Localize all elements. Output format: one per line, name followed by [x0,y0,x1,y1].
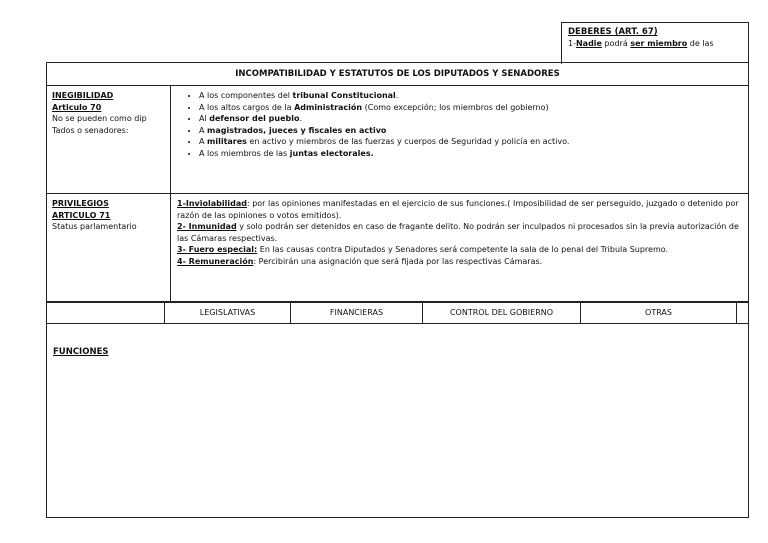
item-text: A los altos cargos de la [199,102,295,112]
item-text: . [395,91,399,100]
deberes-bold-2: ser miembro [630,39,688,48]
privilegio-item [177,244,742,256]
header-cell-legislativas: LEGISLATIVAS [165,303,291,323]
privilegio-title: 4- Remuneración [177,256,254,266]
item-bold: Administración [294,102,363,112]
privilegios-heading: PRIVILEGIOS [52,199,109,208]
inegibilidad-label-cell [47,85,171,193]
inegibilidad-content-cell [171,85,748,193]
inegibilidad-item [199,136,742,148]
inegibilidad-heading: INEGIBILIDAD [52,91,114,100]
header-cell-empty [47,303,165,323]
privilegios-content-cell [171,193,748,301]
estatutos-table [46,62,749,302]
privilegio-item [177,198,742,221]
inegibilidad-article: Articulo 70 [52,102,102,112]
item-bold: tribunal Constitucional [292,91,396,100]
privilegio-text: En las causas contra Diputados y Senadores será competente la sala de lo penal del Tribula Supremo. [257,245,669,254]
inegibilidad-list [177,90,742,159]
item-text: Al [199,114,210,123]
inegibilidad-item [199,113,742,125]
deberes-text-2: de las [687,39,714,48]
table-title: INCOMPATIBILIDAD Y ESTATUTOS DE LOS DIPUTADOS Y SENADORES [47,63,748,86]
privilegio-item [177,256,742,268]
deberes-line [568,38,742,50]
privilegios-article: ARTICULO 71 [52,210,111,220]
inegibilidad-desc-2: Tados o senadores: [52,125,129,135]
inegibilidad-row [47,85,748,194]
privilegio-title: 2- Inmunidad [177,222,237,231]
privilegio-item [177,221,742,244]
header-cell-control: CONTROL DEL GOBIERNO [423,303,581,323]
inegibilidad-desc-1: No se pueden como dip [52,114,147,123]
item-text: A los miembros de las [199,148,290,158]
funciones-label: FUNCIONES [53,347,109,357]
inegibilidad-item [199,90,742,102]
item-text: . [299,114,303,123]
item-bold: defensor del pueblo [209,114,300,123]
header-cell-otras: OTRAS [581,303,737,323]
privilegio-title: 1-Inviolabilidad [177,199,247,208]
privilegios-desc: Status parlamentario [52,222,137,231]
item-text: (Como excepción; los miembros del gobierno) [362,102,549,112]
privilegios-row [47,193,748,301]
header-cell-empty [737,303,748,323]
deberes-line-num: 1- [568,39,576,48]
header-cell-financieras: FINANCIERAS [291,303,423,323]
item-text: A [199,137,208,146]
inegibilidad-item [199,102,742,114]
privilegio-text: y solo podrán ser detenidos en caso de fragante delito. No podrán ser inculpados ni procesados sin la previa autorización de las Cámaras respectivas. [177,222,739,243]
privilegios-label-cell [47,193,171,301]
privilegio-title: 3- Fuero especial: [177,245,258,254]
item-text: en activo y miembros de las fuerzas y cuerpos de Seguridad y policía en activo. [246,137,570,146]
item-bold: magistrados, jueces y fiscales en activo [207,125,387,135]
funciones-table [46,302,749,518]
privilegio-text: : Percibirán una asignación que será fijada por las respectivas Cámaras. [253,256,543,266]
privilegio-text: : por las opiniones manifestadas en el ejercicio de sus funciones.( Imposibilidad de ser perseguido, juzgado o detenido por razón de las opiniones o votos emitidos). [177,199,739,220]
item-bold: militares [207,137,247,146]
item-bold: juntas electorales. [289,148,374,158]
deberes-bold-1: Nadie [575,39,602,48]
item-text: A los componentes del [199,91,293,100]
inegibilidad-item [199,148,742,160]
deberes-title: DEBERES (ART. 67) [568,27,658,37]
inegibilidad-item [199,125,742,137]
funciones-header-row [47,303,748,324]
deberes-box [561,22,749,64]
item-text: A [199,125,208,135]
deberes-text-1: podrá [601,39,631,48]
